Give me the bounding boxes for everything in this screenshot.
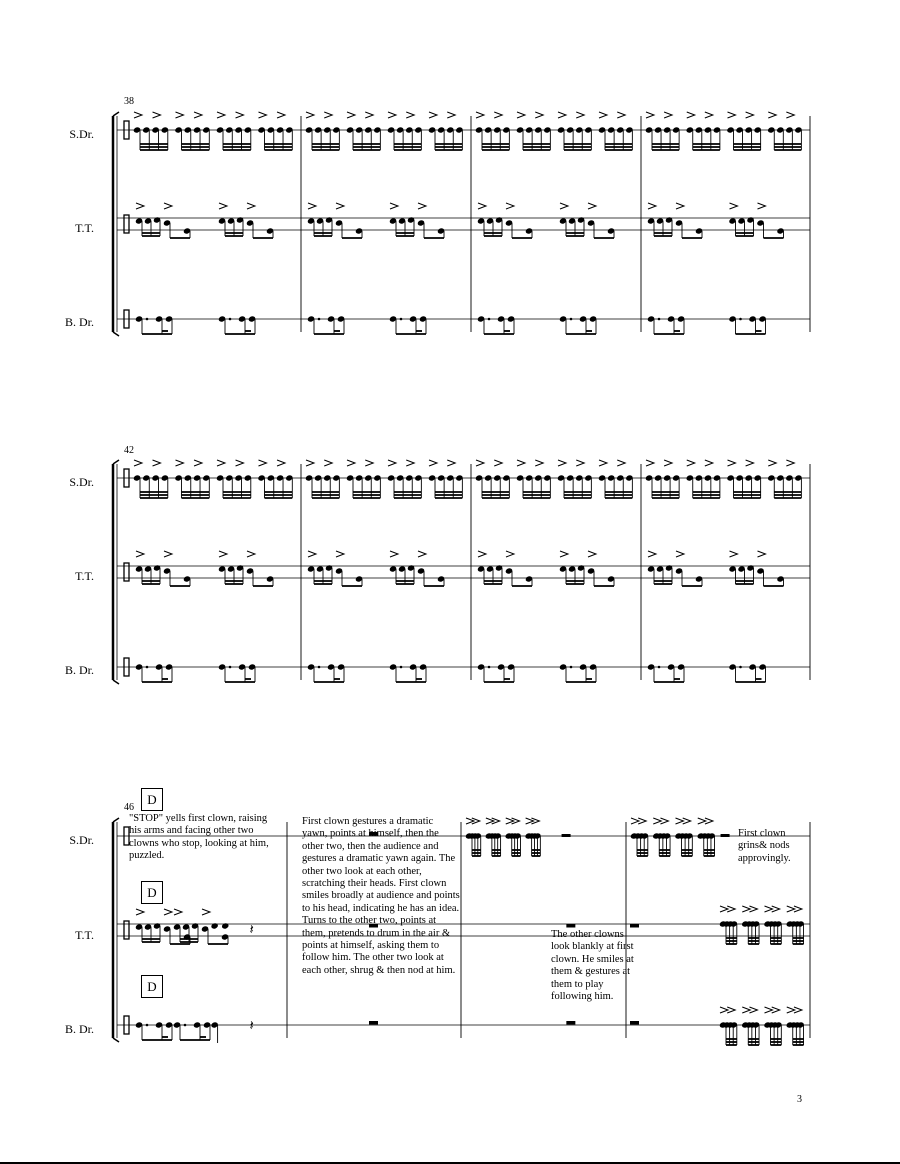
accent-mark: [365, 460, 373, 466]
accent-mark: [786, 460, 794, 466]
whole-rest: [369, 1021, 378, 1025]
augmentation-dot: [318, 318, 321, 321]
accent-mark: [676, 551, 684, 557]
system-bracket: [113, 112, 119, 116]
accent-mark: [746, 460, 754, 466]
accent-mark: [517, 112, 525, 118]
accent-mark: [720, 906, 728, 912]
measure-number: 42: [124, 445, 134, 456]
measure-number: 38: [124, 96, 134, 107]
augmentation-dot: [570, 666, 573, 669]
accent-mark: [599, 112, 607, 118]
accent-mark: [730, 551, 738, 557]
augmentation-dot: [146, 318, 149, 321]
accent-mark: [219, 551, 227, 557]
notehead: [221, 922, 229, 929]
accent-mark: [765, 1007, 773, 1013]
augmentation-dot: [739, 318, 742, 321]
augmentation-dot: [488, 318, 491, 321]
instrument-label-bass: B. Dr.: [64, 663, 94, 677]
accent-mark: [631, 818, 639, 824]
augmentation-dot: [184, 1024, 187, 1027]
accent-mark: [336, 551, 344, 557]
accent-mark: [786, 112, 794, 118]
rehearsal-mark: D: [141, 975, 163, 998]
accent-mark: [136, 203, 144, 209]
augmentation-dot: [400, 666, 403, 669]
stage-direction-blank-look: The other clowns look blankly at first clown. He smiles at them & gestures at them to play following him.: [551, 929, 634, 1003]
accent-mark: [676, 203, 684, 209]
accent-mark: [728, 112, 736, 118]
accent-mark: [390, 551, 398, 557]
accent-mark: [787, 906, 795, 912]
system-bracket: [113, 818, 119, 822]
accent-mark: [576, 112, 584, 118]
accent-mark: [134, 112, 142, 118]
accent-mark: [202, 909, 210, 915]
system-bracket: [113, 1038, 119, 1042]
accent-mark: [558, 112, 566, 118]
accent-mark: [687, 460, 695, 466]
augmentation-dot: [146, 666, 149, 669]
accent-mark: [705, 460, 713, 466]
stage-direction-grin: First clown grins& nods approvingly.: [738, 828, 791, 864]
stage-direction-gesture: First clown gestures a dramatic yawn, points at himself, then the other two, then the audience and gestures a dramatic yawn again. The other two look at each other, scratching their heads. First clown smiles broadly at audience and points to his head, indicating he has an idea. Turns to the other two, points at them, pretends to drum in the air & points at himself, asking them to follow him. The other two look at each other, shrug & then nod at him.: [302, 816, 460, 976]
accent-mark: [219, 203, 227, 209]
accent-mark: [517, 460, 525, 466]
accent-mark: [277, 460, 285, 466]
accent-mark: [476, 460, 484, 466]
accent-mark: [336, 203, 344, 209]
accent-mark: [247, 203, 255, 209]
augmentation-dot: [658, 666, 661, 669]
accent-mark: [136, 551, 144, 557]
accent-mark: [236, 112, 244, 118]
accent-mark: [588, 551, 596, 557]
augmentation-dot: [229, 318, 232, 321]
accent-mark: [730, 203, 738, 209]
accent-mark: [698, 818, 706, 824]
instrument-label-tenor: T.T.: [75, 928, 94, 942]
instrument-label-snare: S.Dr.: [69, 833, 94, 847]
accent-mark: [506, 551, 514, 557]
accent-mark: [153, 112, 161, 118]
augmentation-dot: [658, 318, 661, 321]
accent-mark: [308, 551, 316, 557]
accent-mark: [429, 460, 437, 466]
accent-mark: [664, 460, 672, 466]
accent-mark: [217, 112, 225, 118]
accent-mark: [768, 112, 776, 118]
accent-mark: [308, 203, 316, 209]
accent-mark: [560, 551, 568, 557]
measure-number: 46: [124, 802, 134, 813]
accent-mark: [306, 460, 314, 466]
accent-mark: [390, 203, 398, 209]
accent-mark: [705, 112, 713, 118]
accent-mark: [164, 203, 172, 209]
instrument-label-tenor: T.T.: [75, 221, 94, 235]
accent-mark: [277, 112, 285, 118]
instrument-label-tenor: T.T.: [75, 569, 94, 583]
accent-mark: [324, 460, 332, 466]
instrument-label-snare: S.Dr.: [69, 127, 94, 141]
accent-mark: [136, 909, 144, 915]
accent-mark: [476, 112, 484, 118]
accent-mark: [259, 112, 267, 118]
accent-mark: [787, 1007, 795, 1013]
accent-mark: [768, 460, 776, 466]
accent-mark: [406, 112, 414, 118]
accent-mark: [418, 203, 426, 209]
rest: 𝄽: [249, 922, 254, 938]
accent-mark: [236, 460, 244, 466]
rehearsal-mark: D: [141, 881, 163, 904]
rehearsal-mark: D: [141, 788, 163, 811]
accent-mark: [217, 460, 225, 466]
accent-mark: [506, 203, 514, 209]
whole-rest: [566, 1021, 575, 1025]
accent-mark: [176, 112, 184, 118]
half-rest: [562, 834, 571, 837]
half-rest: [630, 924, 639, 928]
instrument-label-snare: S.Dr.: [69, 475, 94, 489]
page-number: 3: [797, 1094, 802, 1105]
accent-mark: [646, 460, 654, 466]
accent-mark: [746, 112, 754, 118]
accent-mark: [429, 112, 437, 118]
accent-mark: [588, 203, 596, 209]
accent-mark: [194, 112, 202, 118]
accent-mark: [176, 460, 184, 466]
augmentation-dot: [570, 318, 573, 321]
system-bracket: [113, 332, 119, 336]
accent-mark: [599, 460, 607, 466]
accent-mark: [742, 1007, 750, 1013]
accent-mark: [648, 551, 656, 557]
accent-mark: [576, 460, 584, 466]
accent-mark: [478, 551, 486, 557]
notehead: [211, 922, 219, 929]
instrument-label-bass: B. Dr.: [64, 315, 94, 329]
system-bracket: [113, 460, 119, 464]
stage-direction-stop: "STOP" yells first clown, raising his arms and facing other two clowns who stop, looking at him, puzzled.: [129, 813, 269, 862]
accent-mark: [365, 112, 373, 118]
augmentation-dot: [739, 666, 742, 669]
accent-mark: [535, 112, 543, 118]
accent-mark: [617, 460, 625, 466]
accent-mark: [406, 460, 414, 466]
accent-mark: [720, 1007, 728, 1013]
accent-mark: [259, 460, 267, 466]
augmentation-dot: [229, 666, 232, 669]
accent-mark: [653, 818, 661, 824]
accent-mark: [494, 112, 502, 118]
accent-mark: [194, 460, 202, 466]
rest: 𝄽: [249, 1018, 254, 1034]
accent-mark: [134, 460, 142, 466]
accent-mark: [646, 112, 654, 118]
accent-mark: [164, 551, 172, 557]
augmentation-dot: [488, 666, 491, 669]
accent-mark: [758, 203, 766, 209]
accent-mark: [306, 112, 314, 118]
accent-mark: [558, 460, 566, 466]
accent-mark: [687, 112, 695, 118]
accent-mark: [664, 112, 672, 118]
accent-mark: [153, 460, 161, 466]
accent-mark: [676, 818, 684, 824]
accent-mark: [174, 909, 182, 915]
accent-mark: [742, 906, 750, 912]
accent-mark: [765, 906, 773, 912]
accent-mark: [617, 112, 625, 118]
half-rest: [630, 1021, 639, 1025]
accent-mark: [648, 203, 656, 209]
augmentation-dot: [318, 666, 321, 669]
accent-mark: [388, 112, 396, 118]
accent-mark: [324, 112, 332, 118]
accent-mark: [164, 909, 172, 915]
whole-rest: [566, 924, 575, 928]
accent-mark: [347, 112, 355, 118]
accent-mark: [535, 460, 543, 466]
accent-mark: [247, 551, 255, 557]
accent-mark: [560, 203, 568, 209]
accent-mark: [447, 460, 455, 466]
accent-mark: [347, 460, 355, 466]
accent-mark: [728, 460, 736, 466]
system-bracket: [113, 680, 119, 684]
accent-mark: [478, 203, 486, 209]
augmentation-dot: [146, 1024, 149, 1027]
instrument-label-bass: B. Dr.: [64, 1022, 94, 1036]
accent-mark: [758, 551, 766, 557]
accent-mark: [418, 551, 426, 557]
accent-mark: [494, 460, 502, 466]
half-rest: [721, 834, 730, 837]
accent-mark: [447, 112, 455, 118]
augmentation-dot: [400, 318, 403, 321]
accent-mark: [388, 460, 396, 466]
